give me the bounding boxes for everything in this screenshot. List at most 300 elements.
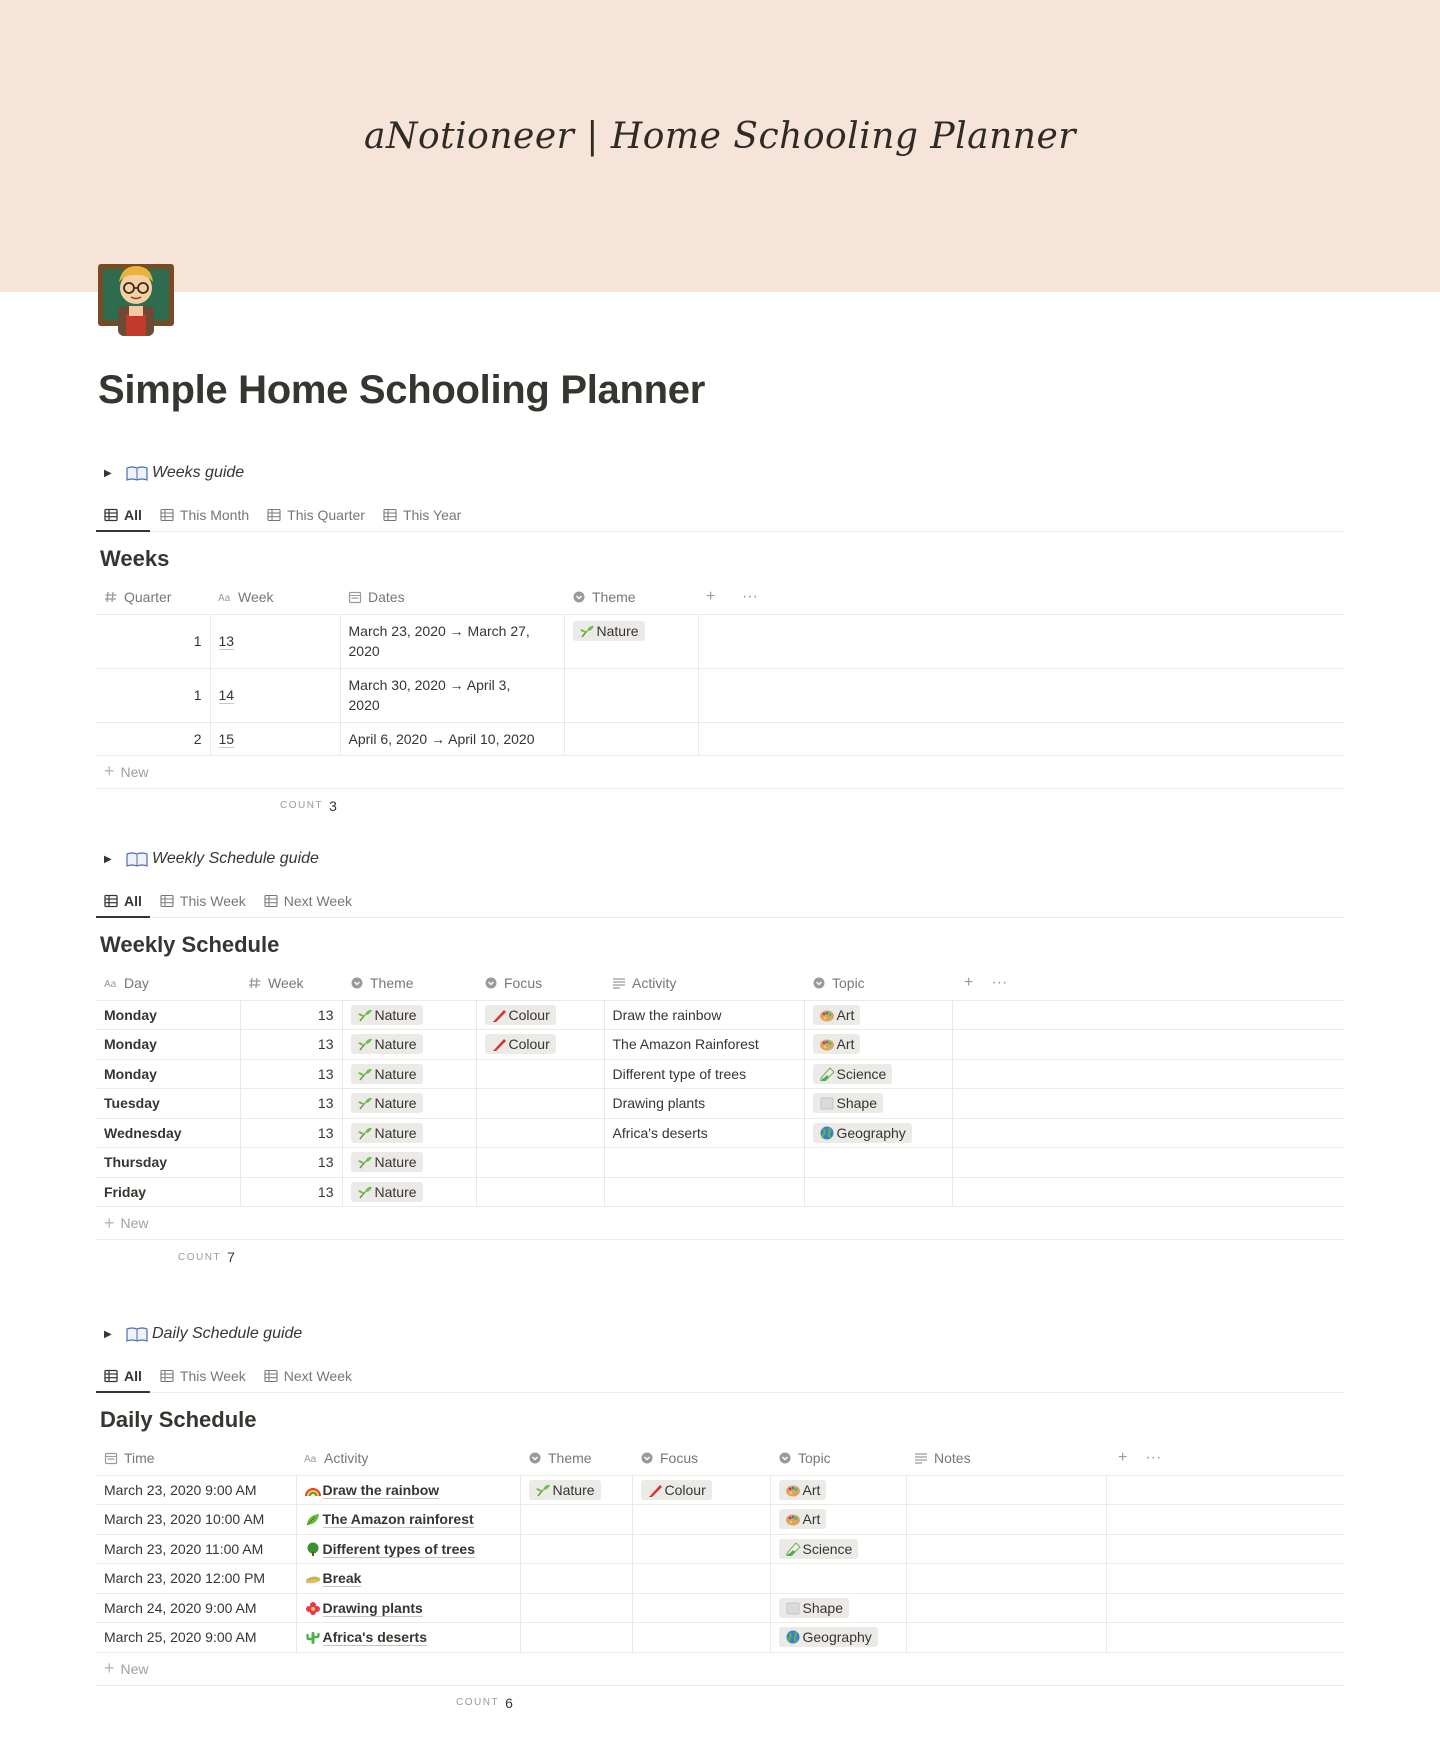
table-row[interactable] [96, 1475, 1344, 1505]
open-book-icon [126, 1326, 148, 1342]
table-icon [383, 508, 397, 522]
weekly-view-tabs [96, 884, 1344, 918]
tab-next-week[interactable] [256, 1359, 360, 1392]
notes-cell[interactable] [906, 1593, 1106, 1623]
column-header-quarter[interactable]: Quarter [96, 580, 210, 614]
empty-cell [952, 1148, 1344, 1178]
activity-cell[interactable]: Draw the rainbow [604, 1000, 804, 1030]
text-lines-icon [914, 1451, 928, 1465]
focus-tag: Colour [485, 1034, 556, 1054]
table-icon [267, 508, 281, 522]
topic-tag: Art [779, 1480, 827, 1500]
focus-cell[interactable] [632, 1475, 770, 1505]
dates-line: 2020 [348, 643, 380, 659]
seedling-icon [535, 1483, 551, 1497]
teacher-emoji-icon[interactable] [96, 258, 176, 336]
globe-icon [819, 1126, 835, 1140]
table-row[interactable] [96, 1505, 1344, 1535]
column-header-focus[interactable]: Focus [476, 966, 604, 1000]
open-book-icon [126, 465, 148, 481]
activity-cell[interactable] [296, 1534, 520, 1564]
daily-view-tabs [96, 1359, 1344, 1393]
table-icon [160, 1369, 174, 1383]
tab-label: All [124, 892, 142, 909]
activity-link[interactable]: The Amazon rainforest [322, 1511, 474, 1528]
empty-cell [734, 668, 1344, 722]
day-cell[interactable]: Monday [96, 1000, 240, 1030]
week-cell[interactable]: 13 [240, 1118, 342, 1148]
column-header-topic[interactable]: Topic [770, 1441, 906, 1475]
test-tube-icon [819, 1067, 835, 1081]
cactus-icon [305, 1630, 321, 1644]
table-row[interactable] [96, 1118, 1344, 1148]
svg-text:Aa: Aa [104, 978, 117, 990]
title-text-icon [104, 976, 118, 990]
title-text-icon [218, 590, 232, 604]
daily-db-title[interactable]: Daily Schedule [100, 1407, 257, 1432]
tab-label: This Week [179, 892, 246, 909]
table-row[interactable] [96, 1564, 1344, 1594]
activity-cell[interactable] [604, 1177, 804, 1207]
seedling-icon [579, 624, 595, 638]
theme-tag: Nature [529, 1480, 601, 1500]
svg-text:Aa: Aa [304, 1453, 317, 1465]
time-cell[interactable]: March 23, 2020 12:00 PM [96, 1564, 296, 1594]
theme-cell[interactable] [520, 1564, 632, 1594]
count-label: COUNT [280, 800, 324, 811]
day-cell[interactable]: Friday [96, 1177, 240, 1207]
open-book-icon [126, 851, 148, 867]
tab-all[interactable] [96, 884, 150, 917]
topic-cell[interactable] [770, 1593, 906, 1623]
add-new-row-button[interactable] [96, 1207, 1344, 1240]
tab-label: This Quarter [287, 506, 365, 523]
globe-icon [785, 1630, 801, 1644]
seedling-icon [357, 1096, 373, 1110]
column-header-focus[interactable]: Focus [632, 1441, 770, 1475]
quarter-cell[interactable]: 1 [96, 614, 210, 668]
theme-cell[interactable] [564, 722, 698, 755]
select-icon [812, 976, 826, 990]
theme-cell[interactable] [342, 1177, 476, 1207]
select-icon [484, 976, 498, 990]
table-row[interactable] [96, 722, 1344, 755]
theme-cell[interactable] [520, 1623, 632, 1653]
topic-cell[interactable] [770, 1505, 906, 1535]
topic-cell[interactable] [804, 1030, 952, 1060]
column-header-activity[interactable]: Aa Activity [296, 1441, 520, 1475]
theme-cell[interactable] [342, 1089, 476, 1119]
theme-cell[interactable] [520, 1505, 632, 1535]
theme-tag: Nature [351, 1123, 423, 1143]
activity-cell[interactable]: The Amazon Rainforest [604, 1030, 804, 1060]
text-lines-icon [612, 976, 626, 990]
focus-tag: Colour [641, 1480, 712, 1500]
theme-tag: Nature [351, 1093, 423, 1113]
empty-cell [698, 722, 734, 755]
theme-tag: Nature [351, 1034, 423, 1054]
time-cell[interactable]: March 23, 2020 10:00 AM [96, 1505, 296, 1535]
table-controls [1106, 1441, 1344, 1475]
topic-cell[interactable] [770, 1564, 906, 1594]
time-cell[interactable]: March 23, 2020 11:00 AM [96, 1534, 296, 1564]
theme-cell[interactable] [342, 1030, 476, 1060]
empty-cell [1106, 1505, 1344, 1535]
calendar-icon [104, 1451, 118, 1465]
add-new-row-button[interactable] [96, 756, 1344, 789]
theme-cell[interactable] [342, 1059, 476, 1089]
week-cell[interactable]: 13 [240, 1030, 342, 1060]
tab-label: All [124, 506, 142, 523]
tab-this-week[interactable] [152, 884, 254, 917]
svg-text:Aa: Aa [218, 592, 231, 604]
more-options-icon[interactable]: ··· [734, 580, 1344, 614]
palette-icon [785, 1512, 801, 1526]
activity-cell[interactable] [296, 1623, 520, 1653]
activity-cell[interactable]: Drawing plants [604, 1089, 804, 1119]
flower-icon [305, 1601, 321, 1615]
dates-cell[interactable] [340, 668, 564, 722]
column-header-theme[interactable]: Theme [564, 580, 698, 614]
activity-link[interactable]: Africa's deserts [322, 1629, 427, 1646]
dates-line: March 23, 2020 → March 27, [348, 623, 530, 639]
empty-cell [952, 1177, 1344, 1207]
weeks-view-tabs [96, 498, 1344, 532]
week-link[interactable]: 14 [218, 687, 235, 703]
empty-cell [952, 1118, 1344, 1148]
weekly-table [96, 966, 1344, 1207]
activity-link[interactable]: Drawing plants [322, 1599, 423, 1616]
quarter-cell[interactable]: 2 [96, 722, 210, 755]
page-title: Simple Home Schooling Planner [98, 368, 705, 412]
topic-cell[interactable] [770, 1534, 906, 1564]
week-cell[interactable] [210, 668, 340, 722]
count-footer[interactable] [96, 1686, 1344, 1720]
empty-cell [952, 1030, 1344, 1060]
focus-cell[interactable] [632, 1534, 770, 1564]
topic-cell[interactable] [770, 1623, 906, 1653]
leaf-icon [305, 1512, 321, 1526]
seedling-icon [357, 1155, 373, 1169]
tab-this-quarter[interactable] [259, 498, 373, 531]
weeks-section [96, 460, 1344, 823]
dates-line: 2020 [348, 697, 380, 713]
hash-icon [104, 590, 118, 604]
theme-cell[interactable] [342, 1148, 476, 1178]
count-value: 6 [505, 1694, 513, 1711]
square-icon [819, 1096, 835, 1110]
crayon-icon [491, 1008, 507, 1022]
theme-cell[interactable] [342, 1118, 476, 1148]
week-cell[interactable] [210, 722, 340, 755]
daily-section [96, 1321, 1344, 1720]
tab-label: This Year [402, 506, 462, 523]
select-icon [640, 1451, 654, 1465]
focus-tag: Colour [485, 1005, 556, 1025]
topic-cell[interactable] [804, 1000, 952, 1030]
count-label: COUNT [178, 1251, 222, 1263]
day-cell[interactable]: Monday [96, 1030, 240, 1060]
more-options-icon[interactable]: ··· [1145, 1448, 1162, 1466]
theme-tag: Nature [351, 1182, 423, 1202]
tab-all[interactable] [96, 498, 150, 531]
empty-cell [1106, 1593, 1344, 1623]
crayon-icon [647, 1483, 663, 1497]
weekly-guide-label: Weekly Schedule guide [152, 850, 319, 867]
topic-tag: Science [813, 1064, 893, 1084]
notes-cell[interactable] [906, 1564, 1106, 1594]
empty-cell [952, 1089, 1344, 1119]
seedling-icon [357, 1126, 373, 1140]
theme-cell[interactable] [564, 668, 698, 722]
daily-guide-label: Daily Schedule guide [152, 1325, 303, 1342]
topic-tag: Shape [779, 1598, 849, 1618]
table-row[interactable] [96, 1089, 1344, 1119]
weeks-guide-label: Weeks guide [152, 464, 245, 481]
toggle-triangle-icon[interactable]: ▶ [104, 1328, 112, 1340]
seedling-icon [357, 1067, 373, 1081]
table-icon [160, 894, 174, 908]
rainbow-icon [305, 1483, 321, 1497]
empty-cell [698, 668, 734, 722]
column-header-week[interactable]: Week [240, 966, 342, 1000]
focus-cell[interactable] [476, 1000, 604, 1030]
tree-icon [305, 1542, 321, 1556]
column-header-notes[interactable]: Notes [906, 1441, 1106, 1475]
empty-cell [952, 1059, 1344, 1089]
table-row[interactable] [96, 1000, 1344, 1030]
daily-guide-toggle[interactable] [96, 1321, 1344, 1347]
dates-cell[interactable]: April 6, 2020 → April 10, 2020 [340, 722, 564, 755]
notes-cell[interactable] [906, 1475, 1106, 1505]
weeks-guide-toggle[interactable] [96, 460, 1344, 486]
column-header-theme[interactable]: Theme [520, 1441, 632, 1475]
activity-cell[interactable]: Different type of trees [604, 1059, 804, 1089]
seedling-icon [357, 1037, 373, 1051]
week-link[interactable]: 15 [218, 730, 235, 747]
notes-cell[interactable] [906, 1505, 1106, 1535]
add-new-row-button[interactable] [96, 1653, 1344, 1686]
activity-link[interactable]: Draw the rainbow [322, 1481, 440, 1498]
focus-cell[interactable] [476, 1059, 604, 1089]
tab-this-week[interactable] [152, 1359, 254, 1392]
week-cell[interactable]: 13 [240, 1000, 342, 1030]
topic-cell[interactable] [804, 1089, 952, 1119]
palette-icon [785, 1483, 801, 1497]
plus-icon: + [104, 1212, 115, 1233]
day-cell[interactable]: Tuesday [96, 1089, 240, 1119]
select-icon [528, 1451, 542, 1465]
toggle-triangle-icon[interactable]: ▶ [104, 853, 112, 865]
week-cell[interactable]: 13 [240, 1089, 342, 1119]
column-header-topic[interactable]: Topic [804, 966, 952, 1000]
seedling-icon [357, 1008, 373, 1022]
topic-tag: Geography [779, 1627, 878, 1647]
add-property-icon[interactable]: + [698, 580, 734, 614]
test-tube-icon [785, 1542, 801, 1556]
palette-icon [819, 1008, 835, 1022]
theme-cell[interactable] [520, 1534, 632, 1564]
tab-label: All [124, 1367, 142, 1384]
week-link[interactable]: 13 [218, 633, 235, 649]
square-icon [785, 1601, 801, 1615]
topic-cell[interactable] [804, 1059, 952, 1089]
weeks-db-title[interactable]: Weeks [100, 546, 170, 571]
plus-icon: + [104, 761, 115, 781]
day-cell[interactable]: Monday [96, 1059, 240, 1089]
topic-cell[interactable] [770, 1475, 906, 1505]
topic-tag: Geography [813, 1123, 912, 1143]
focus-cell[interactable] [476, 1089, 604, 1119]
table-controls [952, 966, 1344, 1000]
cover-title: aNotioneer | Home Schooling Planner [364, 116, 1076, 157]
table-icon [264, 1369, 278, 1383]
table-row[interactable] [96, 1059, 1344, 1089]
quarter-cell[interactable]: 1 [96, 668, 210, 722]
activity-cell[interactable] [296, 1593, 520, 1623]
tab-label: This Week [179, 1367, 246, 1384]
focus-cell[interactable] [632, 1593, 770, 1623]
theme-cell[interactable] [520, 1475, 632, 1505]
add-property-icon[interactable]: + [964, 973, 974, 991]
seedling-icon [357, 1185, 373, 1199]
day-cell[interactable]: Thursday [96, 1148, 240, 1178]
new-label: New [120, 763, 149, 780]
focus-cell[interactable] [476, 1148, 604, 1178]
count-footer[interactable] [96, 1240, 1344, 1274]
theme-cell[interactable] [564, 614, 698, 668]
dates-cell[interactable] [340, 614, 564, 668]
empty-cell [952, 1000, 1344, 1030]
new-label: New [120, 1215, 149, 1231]
focus-cell[interactable] [632, 1564, 770, 1594]
table-icon [104, 508, 118, 522]
tab-this-year[interactable] [375, 498, 469, 531]
time-cell[interactable]: March 25, 2020 9:00 AM [96, 1623, 296, 1653]
time-cell[interactable]: March 24, 2020 9:00 AM [96, 1593, 296, 1623]
select-icon [350, 976, 364, 990]
activity-cell[interactable]: Africa's deserts [604, 1118, 804, 1148]
focus-cell[interactable] [476, 1177, 604, 1207]
toggle-triangle-icon[interactable]: ▶ [104, 467, 112, 479]
table-row[interactable] [96, 668, 1344, 722]
topic-cell[interactable] [804, 1148, 952, 1178]
page-cover[interactable] [0, 0, 1440, 292]
empty-cell [734, 722, 1344, 755]
count-label: COUNT [456, 1697, 500, 1708]
activity-cell[interactable] [296, 1505, 520, 1535]
activity-cell[interactable] [296, 1564, 520, 1594]
count-value: 7 [227, 1249, 235, 1265]
add-property-icon[interactable]: + [1118, 1448, 1128, 1466]
tab-label: Next Week [283, 892, 352, 909]
table-row[interactable] [96, 1030, 1344, 1060]
topic-tag: Art [813, 1034, 861, 1054]
empty-cell [734, 614, 1344, 668]
daily-table [96, 1441, 1344, 1653]
focus-cell[interactable] [476, 1118, 604, 1148]
table-row[interactable] [96, 1593, 1344, 1623]
hash-icon [248, 976, 262, 990]
activity-cell[interactable] [296, 1475, 520, 1505]
weekly-db-title[interactable]: Weekly Schedule [100, 932, 280, 957]
palette-icon [819, 1037, 835, 1051]
notes-cell[interactable] [906, 1534, 1106, 1564]
column-header-time[interactable]: Time [96, 1441, 296, 1475]
title-text-icon [304, 1451, 318, 1465]
theme-tag: Nature [351, 1005, 423, 1025]
weekly-guide-toggle[interactable] [96, 846, 1344, 872]
column-header-activity[interactable]: Activity [604, 966, 804, 1000]
week-cell[interactable] [210, 614, 340, 668]
focus-cell[interactable] [476, 1030, 604, 1060]
tab-this-month[interactable] [152, 498, 257, 531]
table-row[interactable] [96, 1534, 1344, 1564]
notes-cell[interactable] [906, 1623, 1106, 1653]
day-cell[interactable]: Wednesday [96, 1118, 240, 1148]
topic-tag: Art [813, 1005, 861, 1025]
table-row[interactable] [96, 614, 1344, 668]
weeks-table [96, 580, 1344, 756]
week-cell[interactable]: 13 [240, 1059, 342, 1089]
table-row[interactable] [96, 1148, 1344, 1178]
focus-cell[interactable] [632, 1623, 770, 1653]
more-options-icon[interactable]: ··· [991, 973, 1008, 991]
focus-cell[interactable] [632, 1505, 770, 1535]
empty-cell [1106, 1475, 1344, 1505]
tab-all[interactable] [96, 1359, 150, 1392]
theme-tag: Nature [351, 1064, 423, 1084]
count-value: 3 [329, 797, 337, 814]
tab-next-week[interactable] [256, 884, 360, 917]
select-icon [778, 1451, 792, 1465]
theme-cell[interactable] [342, 1000, 476, 1030]
theme-cell[interactable] [520, 1593, 632, 1623]
tab-label: This Month [179, 506, 250, 523]
column-header-theme[interactable]: Theme [342, 966, 476, 1000]
week-cell[interactable]: 13 [240, 1148, 342, 1178]
theme-tag: Nature [573, 621, 645, 641]
table-row[interactable] [96, 1623, 1344, 1653]
column-header-day[interactable]: Aa Day [96, 966, 240, 1000]
topic-tag: Science [779, 1539, 859, 1559]
activity-cell[interactable] [604, 1148, 804, 1178]
week-cell[interactable]: 13 [240, 1177, 342, 1207]
table-icon [104, 1369, 118, 1383]
topic-tag: Art [779, 1509, 827, 1529]
topic-cell[interactable] [804, 1177, 952, 1207]
table-icon [104, 894, 118, 908]
count-footer[interactable] [96, 789, 1344, 823]
time-cell[interactable]: March 23, 2020 9:00 AM [96, 1475, 296, 1505]
crayon-icon [491, 1037, 507, 1051]
select-icon [572, 590, 586, 604]
calendar-icon [348, 590, 362, 604]
plus-icon: + [104, 1658, 115, 1678]
empty-cell [1106, 1534, 1344, 1564]
column-header-week[interactable]: Aa Week [210, 580, 340, 614]
topic-cell[interactable] [804, 1118, 952, 1148]
activity-link[interactable]: Break [322, 1570, 362, 1587]
activity-link[interactable]: Different types of trees [322, 1540, 475, 1557]
table-row[interactable] [96, 1177, 1344, 1207]
tab-label: Next Week [283, 1367, 352, 1384]
column-header-dates[interactable]: Dates [340, 580, 564, 614]
empty-cell [1106, 1564, 1344, 1594]
weekly-section [96, 846, 1344, 1274]
empty-cell [1106, 1623, 1344, 1653]
dates-line: March 30, 2020 → April 3, [348, 677, 511, 693]
